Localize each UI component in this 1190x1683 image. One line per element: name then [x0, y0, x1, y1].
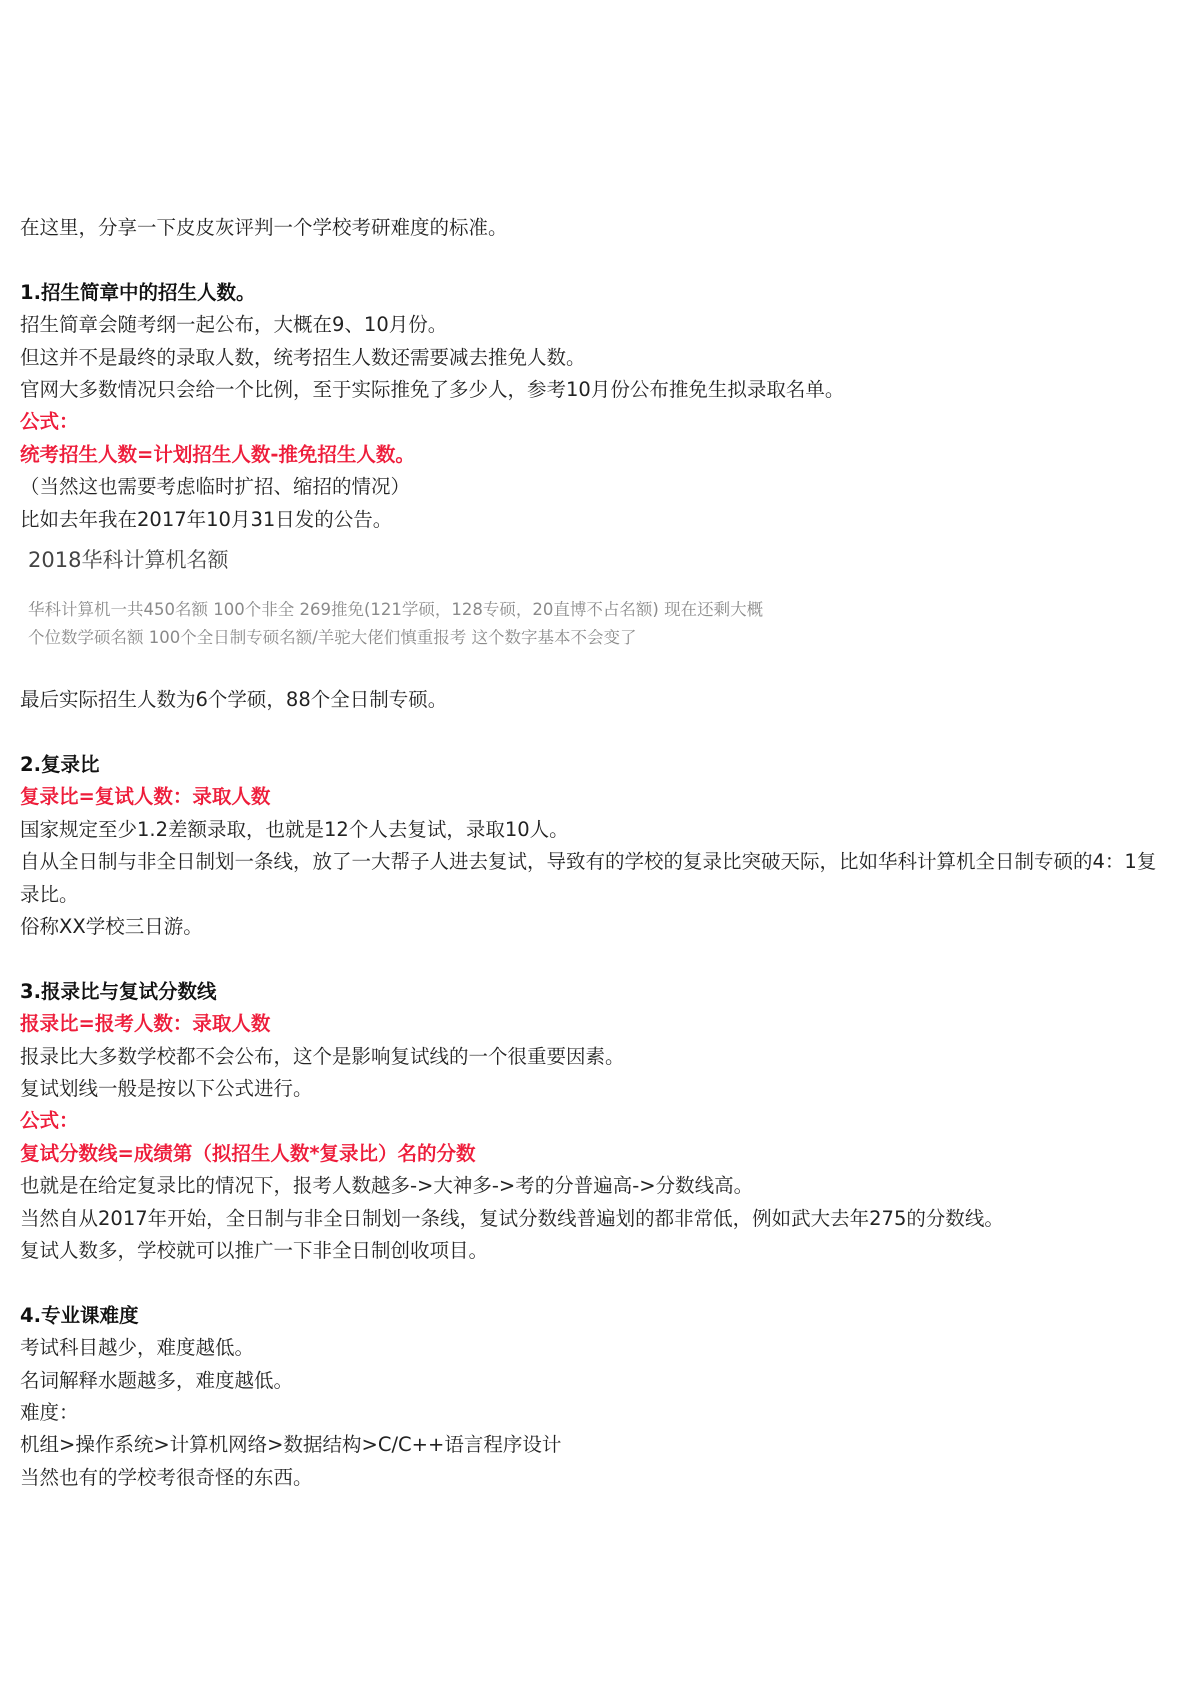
- section-3-paragraph: 复试人数多，学校就可以推广一下非全日制创收项目。: [20, 1238, 489, 1262]
- section-1-heading: 1.招生简章中的招生人数。: [20, 280, 256, 304]
- screenshot-text-line: 个位数学硕名额 100个全日制专硕名额/羊驼大佬们慎重报考 这个数字基本不会变了: [28, 627, 637, 647]
- section-2-paragraph: 国家规定至少1.2差额录取，也就是12个人去复试，录取10人。: [20, 817, 569, 841]
- section-4-heading: 4.专业课难度: [20, 1303, 139, 1327]
- section-1-paragraph: 但这并不是最终的录取人数，统考招生人数还需要减去推免人数。: [20, 345, 586, 369]
- section-2-paragraph: 自从全日制与非全日制划一条线，放了一大帮子人进去复试，导致有的学校的复录比突破天际，比如华科计算机全日制专硕的4：1复录比。: [20, 850, 1157, 906]
- screenshot-text-line: 华科计算机一共450名额 100个非全 269推免(121学硕，128专硕，20直博不占名额) 现在还剩大概: [28, 599, 764, 619]
- section-1-formula: 统考招生人数=计划招生人数-推免招生人数。: [20, 442, 415, 466]
- section-4-paragraph: 名词解释水题越多，难度越低。: [20, 1368, 294, 1392]
- section-3-formula: 报录比=报考人数：录取人数: [20, 1012, 271, 1036]
- section-2-formula: 复录比=复试人数：录取人数: [20, 785, 271, 809]
- section-3-heading: 3.报录比与复试分数线: [20, 979, 217, 1003]
- section-3-formula: 复试分数线=成绩第（拟招生人数*复录比）名的分数: [20, 1141, 476, 1165]
- article-body: [20, 212, 1170, 1494]
- section-4-paragraph: 当然也有的学校考很奇怪的东西。: [20, 1465, 313, 1489]
- section-1-note: （当然这也需要考虑临时扩招、缩招的情况）: [20, 475, 411, 499]
- spacer: [20, 943, 1170, 975]
- section-3-paragraph: 报录比大多数学校都不会公布，这个是影响复试线的一个很重要因素。: [20, 1044, 625, 1068]
- section-1-paragraph: 招生简章会随考纲一起公布，大概在9、10月份。: [20, 313, 448, 337]
- section-2-paragraph: 俗称XX学校三日游。: [20, 915, 203, 939]
- section-3-paragraph: 当然自从2017年开始，全日制与非全日制划一条线，复试分数线普遍划的都非常低，例如武大去年275的分数线。: [20, 1206, 1004, 1230]
- spacer: [20, 1267, 1170, 1299]
- section-2-heading: 2.复录比: [20, 753, 100, 777]
- spacer: [20, 652, 1170, 684]
- spacer: [20, 717, 1170, 749]
- embedded-screenshot: [20, 538, 1170, 652]
- section-1-paragraph: 比如去年我在2017年10月31日发的公告。: [20, 507, 393, 531]
- section-4-paragraph: 考试科目越少，难度越低。: [20, 1336, 255, 1360]
- section-1-paragraph: 最后实际招生人数为6个学硕，88个全日制专硕。: [20, 688, 448, 712]
- spacer: [20, 244, 1170, 276]
- intro-text: 在这里，分享一下皮皮灰评判一个学校考研难度的标准。: [20, 216, 508, 239]
- section-3-paragraph: 也就是在给定复录比的情况下，报考人数越多->大神多->考的分普遍高->分数线高。: [20, 1174, 754, 1198]
- section-4-paragraph: 难度：: [20, 1400, 79, 1424]
- section-3-formula-label: 公式：: [20, 1109, 79, 1133]
- section-1-formula-label: 公式：: [20, 410, 79, 434]
- section-4-paragraph: 机组>操作系统>计算机网络>数据结构>C/C++语言程序设计: [20, 1433, 562, 1457]
- screenshot-title: 2018华科计算机名额: [28, 547, 229, 572]
- section-1-paragraph: 官网大多数情况只会给一个比例，至于实际推免了多少人，参考10月份公布推免生拟录取名单。: [20, 377, 845, 401]
- section-3-paragraph: 复试划线一般是按以下公式进行。: [20, 1077, 313, 1101]
